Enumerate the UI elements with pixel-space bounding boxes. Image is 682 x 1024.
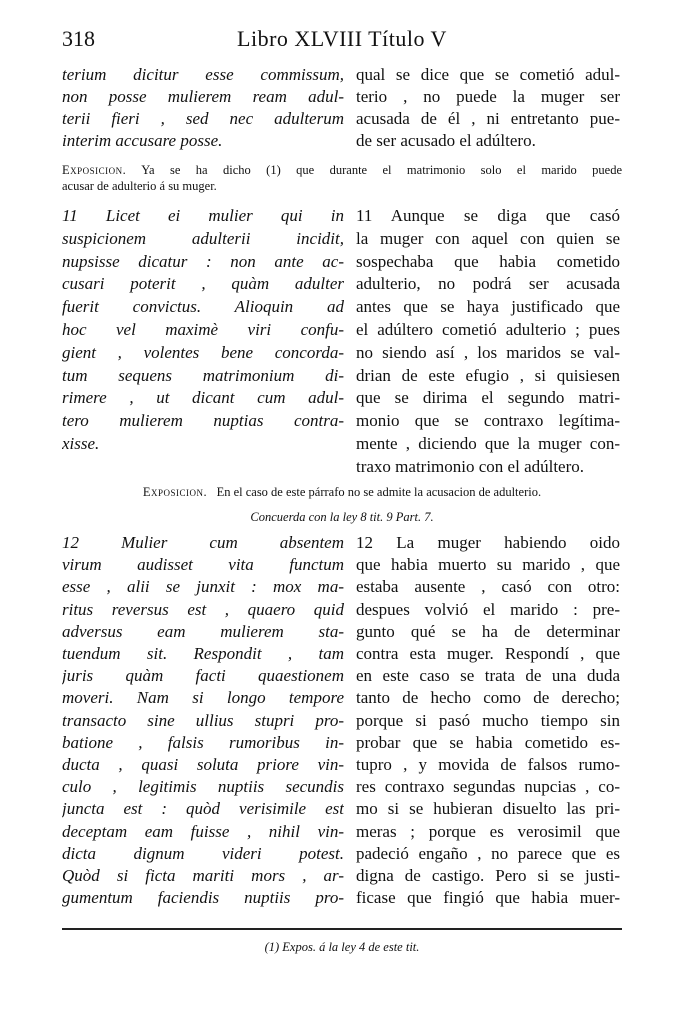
latin-text-line: transacto sine ullius stupri pro- xyxy=(62,710,344,730)
spanish-text-line: res contraxo segundas nupcias , co- xyxy=(356,777,620,797)
latin-text-line: ritus reversus est , quaero quid xyxy=(62,599,344,619)
latin-text-line: non posse mulierem ream adul- xyxy=(62,87,344,106)
exposicion-note-2 xyxy=(62,485,622,500)
running-title: Libro XLVIII Título V xyxy=(237,26,447,51)
concordance-line: Concuerda con la ley 8 tit. 9 Part. 7. xyxy=(250,510,434,524)
latin-text-line: dicta dignum videri potest. xyxy=(62,843,344,863)
spanish-text-line: de ser acusado el adúltero. xyxy=(356,131,536,150)
footnote: (1) Expos. á la ley 4 de este tit. xyxy=(264,940,420,954)
latin-text-line: Quòd si ficta mariti mors , ar- xyxy=(62,866,344,886)
page-number: 318 xyxy=(62,26,95,51)
latin-text-line: 12 Mulier cum absentem xyxy=(62,533,344,552)
latin-text-line: interim accusare posse. xyxy=(62,131,223,150)
latin-text-line: gumentum faciendis nuptiis pro- xyxy=(62,888,344,908)
spanish-text-line: sospechaba que habia cometido xyxy=(356,251,620,271)
latin-text-line: batione , falsis rumoribus in- xyxy=(62,732,344,752)
spanish-text-line: mente , diciendo que la muger con- xyxy=(356,433,620,453)
latin-text-line: 11 Licet ei mulier qui in xyxy=(62,206,344,225)
latin-text-line: tero mulierem nuptias contra- xyxy=(62,411,344,431)
latin-text-line: terii fieri , sed nec adulterum xyxy=(62,109,344,128)
spanish-text-line: despues volvió el marido : pre- xyxy=(356,599,620,619)
latin-text-line: tuendum sit. Respondit , tam xyxy=(62,644,344,664)
latin-column-block2 xyxy=(62,205,344,456)
spanish-text-line: qual se dice que se cometió adul- xyxy=(356,65,620,84)
spanish-text-line: 12 La muger habiendo oido xyxy=(356,533,620,552)
latin-column-block3 xyxy=(62,532,344,909)
latin-text-line: gient , volentes bene concorda- xyxy=(62,342,344,362)
spanish-text-line: meras ; porque es verosimil que xyxy=(356,821,620,841)
spanish-text-line: tanto de hecho como de derecho; xyxy=(356,688,620,708)
latin-text-line: xisse. xyxy=(62,433,100,453)
latin-text-line: rimere , ut dicant cum adul- xyxy=(62,388,344,408)
spanish-text-line: 11 Aunque se diga que casó xyxy=(356,206,620,225)
spanish-text-line: tupro , y movida de falsos rumo- xyxy=(356,755,620,775)
spanish-text-line: el adúltero cometió adulterio ; pues xyxy=(356,319,620,339)
latin-column-block1 xyxy=(62,64,344,152)
latin-text-line: culo , legitimis nuptiis secundis xyxy=(62,777,344,797)
exposicion-text: En el caso de este párrafo no se admite la acusacion de adulterio. xyxy=(216,485,542,499)
exposicion-label: Exposicion. xyxy=(142,485,208,499)
latin-text-line: adversus eam mulierem sta- xyxy=(62,621,344,641)
spanish-column-block2 xyxy=(356,205,620,479)
latin-text-line: ducta , quasi soluta priore vin- xyxy=(62,755,344,775)
spanish-text-line: la muger con aquel con quien se xyxy=(356,228,620,248)
spanish-text-line: drian de este efugio , si quisiesen xyxy=(356,365,620,385)
latin-text-line: esse , alii se junxit : mox ma- xyxy=(62,577,344,597)
latin-text-line: terium dicitur esse commissum, xyxy=(62,65,344,84)
page-header xyxy=(62,26,622,58)
spanish-text-line: monio que se contraxo legítima- xyxy=(356,411,620,431)
exposicion-note-1 xyxy=(62,162,622,194)
spanish-text-line: ficase que fingió que habia muer- xyxy=(356,888,620,908)
spanish-text-line: terio , no puede la muger ser xyxy=(356,87,620,106)
spanish-text-line: gunto qué se ha de determinar xyxy=(356,621,620,641)
footnote-rule xyxy=(62,928,622,930)
exposicion-text-line: acusar de adulterio á su muger. xyxy=(62,179,217,193)
latin-text-line: juncta est : quòd verisimile est xyxy=(62,799,344,819)
latin-text-line: fuerit convictus. Alioquin ad xyxy=(62,297,344,317)
latin-text-line: deceptam eam fuisse , nihil vin- xyxy=(62,821,344,841)
spanish-column-block3 xyxy=(356,532,620,909)
spanish-text-line: contra esta muger. Respondí , que xyxy=(356,644,620,664)
latin-text-line: virum audisset vita functum xyxy=(62,555,344,575)
spanish-text-line: mo si se hubieran disuelto las pri- xyxy=(356,799,620,819)
exposicion-label: Exposicion. xyxy=(62,163,127,177)
spanish-column-block1 xyxy=(356,64,620,152)
spanish-text-line: antes que se haya justificado que xyxy=(356,297,620,317)
spanish-text-line: adulterio, no podrá ser acusada xyxy=(356,274,620,294)
latin-text-line: tum sequens matrimonium di- xyxy=(62,365,344,385)
spanish-text-line: traxo matrimonio con el adúltero. xyxy=(356,456,585,476)
latin-text-line: suspicionem adulterii incidit, xyxy=(62,228,344,248)
latin-text-line: juris quàm facti quaestionem xyxy=(62,666,344,686)
latin-text-line: cusari poterit , quàm adulter xyxy=(62,274,344,294)
spanish-text-line: estaba ausente , casó con otro: xyxy=(356,577,620,597)
spanish-text-line: porque si pasó mucho tiempo sin xyxy=(356,710,620,730)
latin-text-line: nupsisse dicatur : non ante ac- xyxy=(62,251,344,271)
spanish-text-line: padeció engaño , no parece que es xyxy=(356,843,620,863)
latin-text-line: moveri. Nam si longo tempore xyxy=(62,688,344,708)
latin-text-line: hoc vel maximè viri confu- xyxy=(62,319,344,339)
spanish-text-line: no siendo así , los maridos se val- xyxy=(356,342,620,362)
spanish-text-line: que habia muerto su marido , que xyxy=(356,555,620,575)
spanish-text-line: digna de castigo. Pero si se justi- xyxy=(356,866,620,886)
spanish-text-line: acusada de él , ni entretanto pue- xyxy=(356,109,620,128)
spanish-text-line: que se dirima el segundo matri- xyxy=(356,388,620,408)
spanish-text-line: en este caso se trata de una duda xyxy=(356,666,620,686)
spanish-text-line: probar que se habia cometido es- xyxy=(356,732,620,752)
exposicion-text-line: Ya se ha dicho (1) que durante el matrimonio solo el marido puede xyxy=(141,163,622,177)
